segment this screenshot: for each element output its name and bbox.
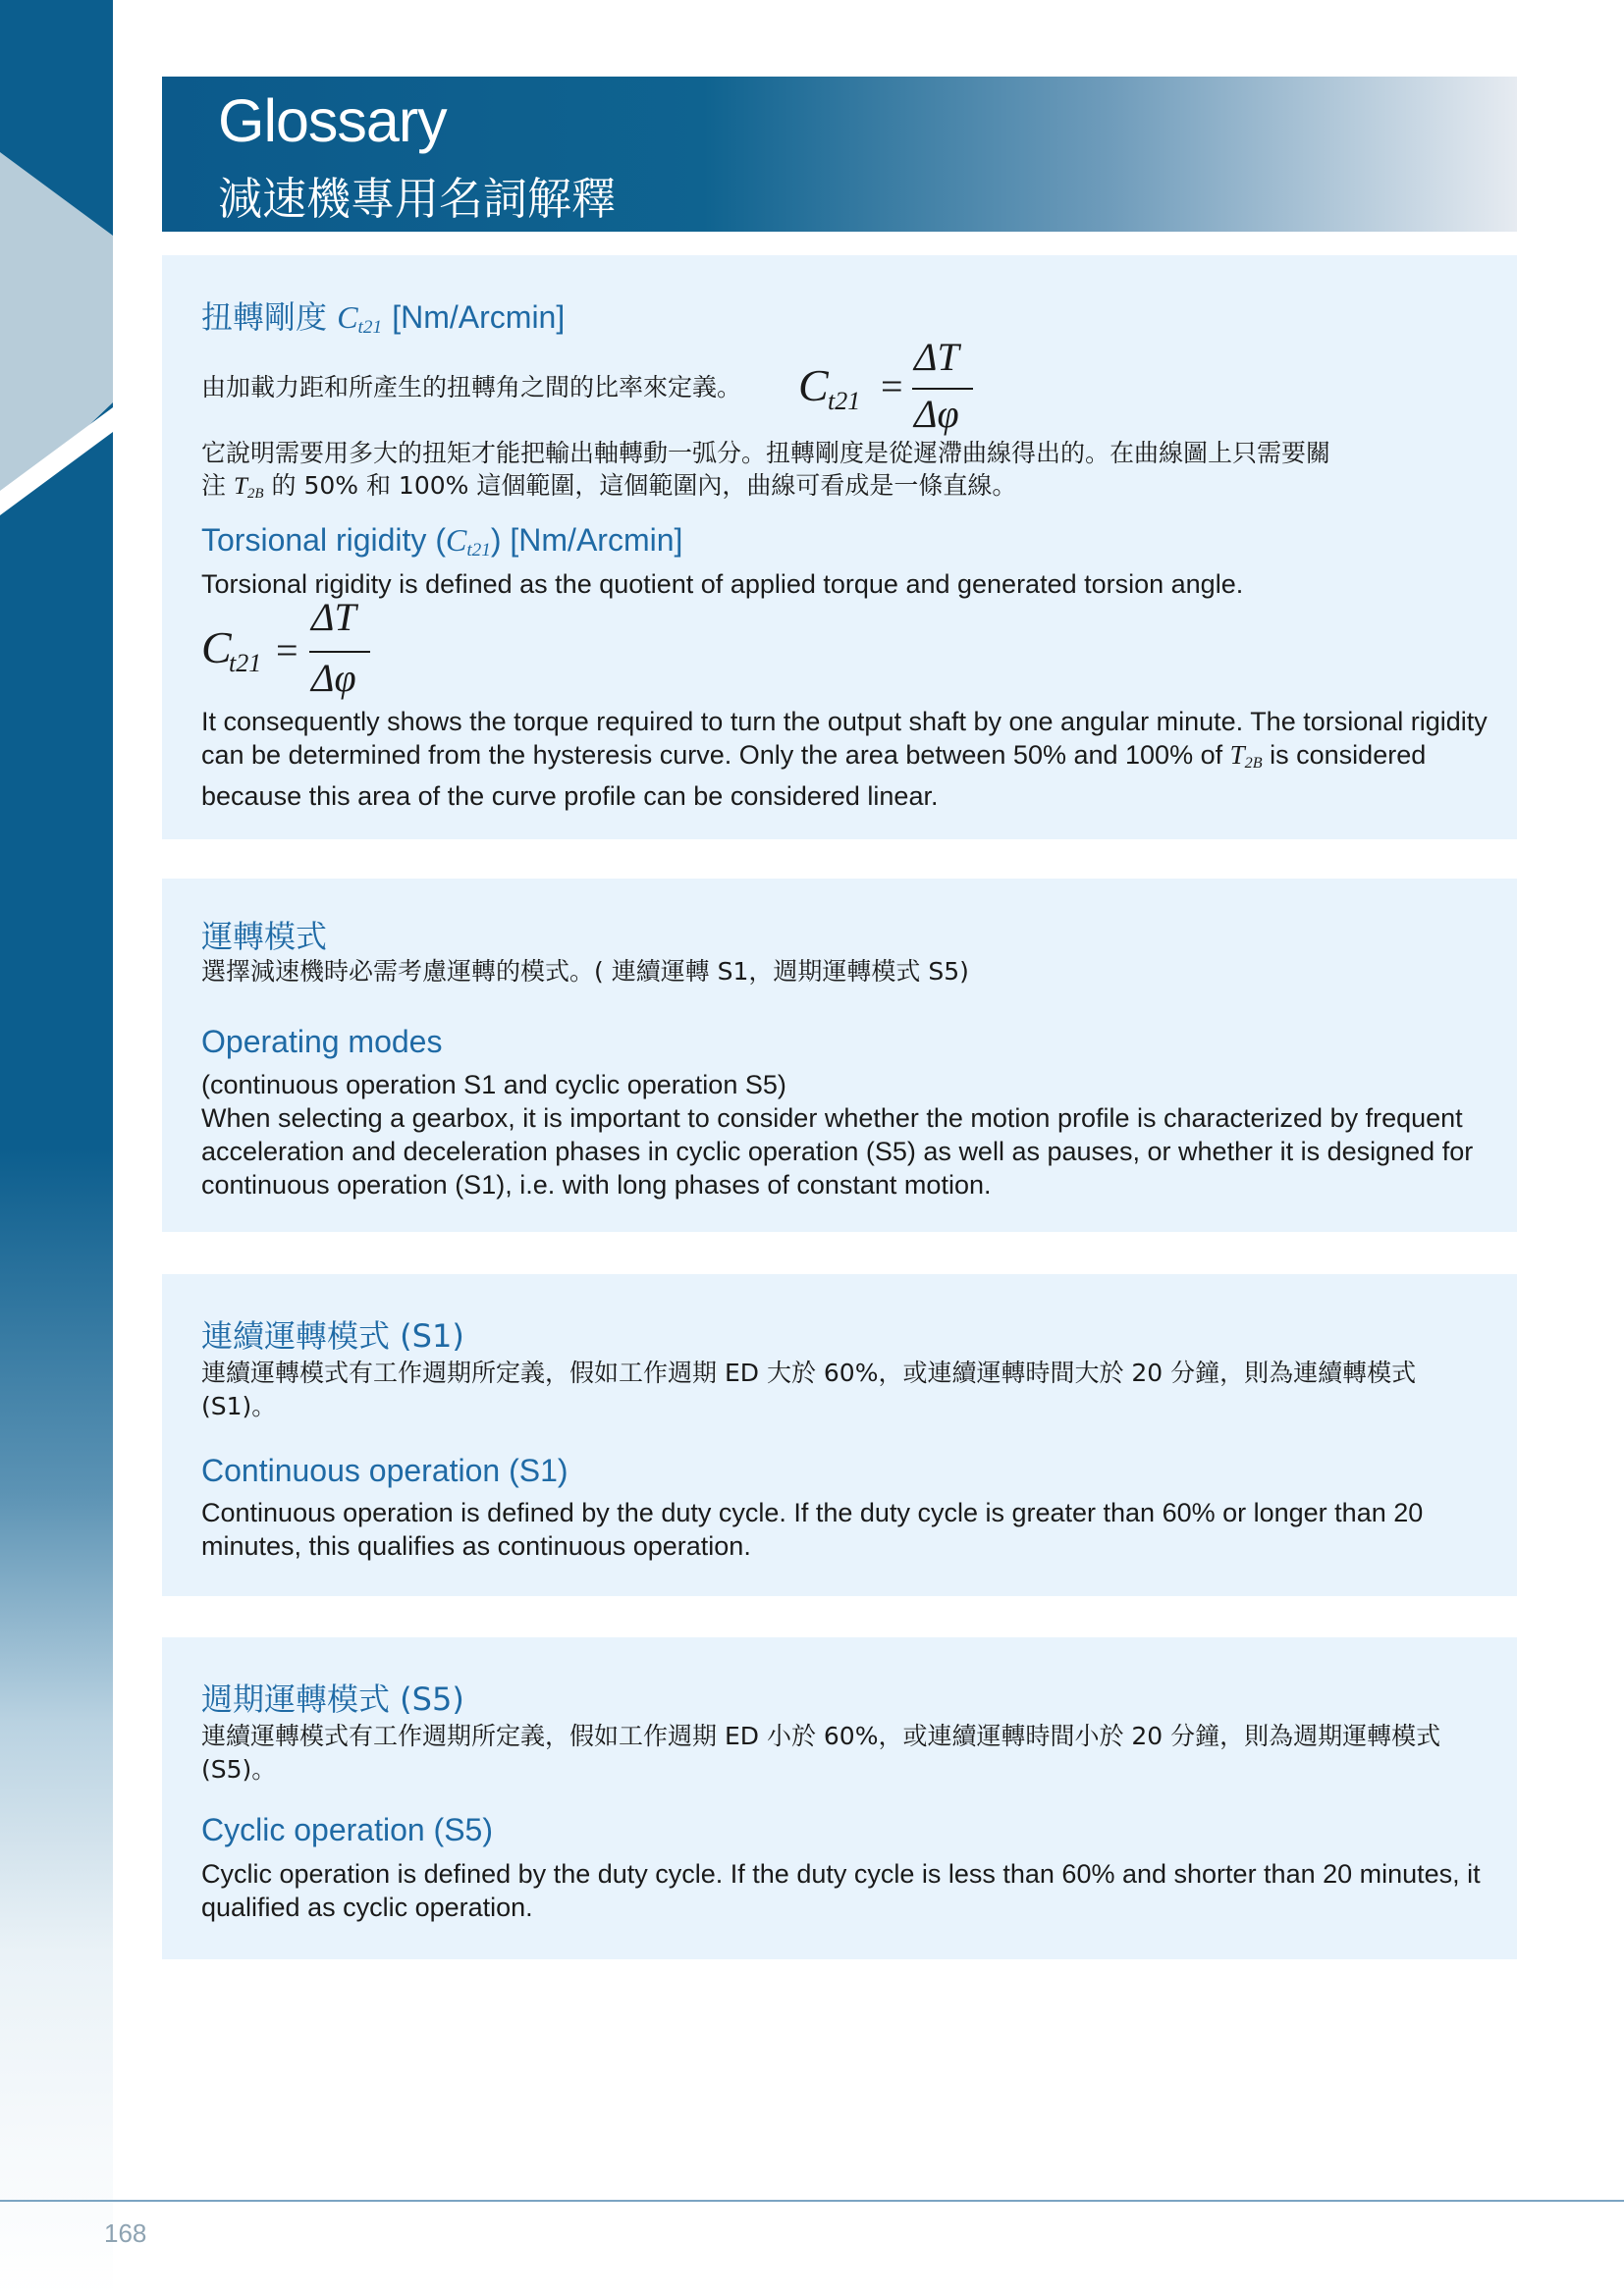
operating-en-body-2: When selecting a gearbox, it is important to consider whether the motion profile is characterized by frequent acceleration and deceleration phases in cyclic operation (S5) as well as pauses, or whether it is designed for continuous operation (S1), i.e. with long phases of constant motion. bbox=[201, 1103, 1474, 1200]
sidebar-arrow-shape bbox=[0, 0, 113, 550]
page-subtitle: 減速機專用名詞解釋 bbox=[218, 173, 617, 225]
continuous-en-heading: Continuous operation (S1) bbox=[201, 1453, 568, 1488]
operating-en-body-1: (continuous operation S1 and cyclic operation S5) bbox=[201, 1070, 786, 1099]
header-banner bbox=[162, 77, 1517, 232]
cyclic-zh-heading: 週期運轉模式 (S5) bbox=[201, 1681, 464, 1718]
operating-en-heading: Operating modes bbox=[201, 1024, 443, 1059]
torsional-en-body: It consequently shows the torque required to turn the output shaft by one angular minute. The torsional rigidity can be determined from the hysteresis curve. Only the area between 50% and 100% of $T_{2B}$ is considered because this area of the curve profile can be considered linear. bbox=[201, 707, 1488, 812]
section-torsional-rigidity bbox=[162, 255, 1517, 839]
cyclic-en-body: Cyclic operation is defined by the duty cycle. If the duty cycle is less than 60% and shorter than 20 minutes, it qualified as cyclic operation. bbox=[201, 1859, 1481, 1922]
torsional-zh-line2: 注 $T_{2B}$ 的 50% 和 100% 這個範圍，這個範圍內，曲線可看成是一條直線。 bbox=[201, 471, 1017, 502]
torsional-formula-zh: C t21 = ΔT Δφ bbox=[798, 334, 995, 442]
torsional-zh-definition: 由加載力距和所產生的扭轉角之間的比率來定義。 bbox=[201, 373, 742, 401]
operating-zh-body: 選擇減速機時必需考慮運轉的模式。( 連續運轉 S1，週期運轉模式 S5) bbox=[201, 957, 969, 986]
torsional-en-definition: Torsional rigidity is defined as the quotient of applied torque and generated torsion angle. bbox=[201, 569, 1244, 599]
section-continuous-operation bbox=[162, 1274, 1517, 1596]
torsional-zh-line1: 它說明需要用多大的扭矩才能把輸出軸轉動一弧分。扭轉剛度是從遲滯曲線得出的。在曲線圖上只需要關 bbox=[201, 439, 1331, 467]
continuous-zh-body: 連續運轉模式有工作週期所定義，假如工作週期 ED 大於 60%，或連續運轉時間大於 20 分鐘，則為連續轉模式 (S1)。 bbox=[201, 1359, 1417, 1420]
operating-zh-heading: 運轉模式 bbox=[201, 918, 328, 955]
sidebar-decoration bbox=[0, 0, 113, 2296]
continuous-zh-heading: 連續運轉模式 (S1) bbox=[201, 1317, 464, 1355]
cyclic-en-heading: Cyclic operation (S5) bbox=[201, 1812, 493, 1847]
torsional-formula-en: C t21 = ΔT Δφ bbox=[201, 594, 398, 702]
cyclic-zh-body: 連續運轉模式有工作週期所定義，假如工作週期 ED 小於 60%，或連續運轉時間小於 20 分鐘，則為週期運轉模式 (S5)。 bbox=[201, 1722, 1441, 1784]
page-title: Glossary bbox=[218, 87, 447, 154]
page-number: 168 bbox=[104, 2218, 147, 2248]
torsional-en-heading: Torsional rigidity $(C_{t21})$ [Nm/Arcmin] bbox=[201, 522, 683, 561]
section-operating-modes bbox=[162, 879, 1517, 1232]
continuous-en-body: Continuous operation is defined by the duty cycle. If the duty cycle is greater than 60% or longer than 20 minutes, this qualifies as continuous operation. bbox=[201, 1498, 1424, 1561]
footer-divider bbox=[0, 2200, 1624, 2202]
torsional-zh-heading: 扭轉剛度 $C_{t21}$ [Nm/Arcmin] bbox=[201, 298, 566, 338]
section-cyclic-operation bbox=[162, 1637, 1517, 1959]
